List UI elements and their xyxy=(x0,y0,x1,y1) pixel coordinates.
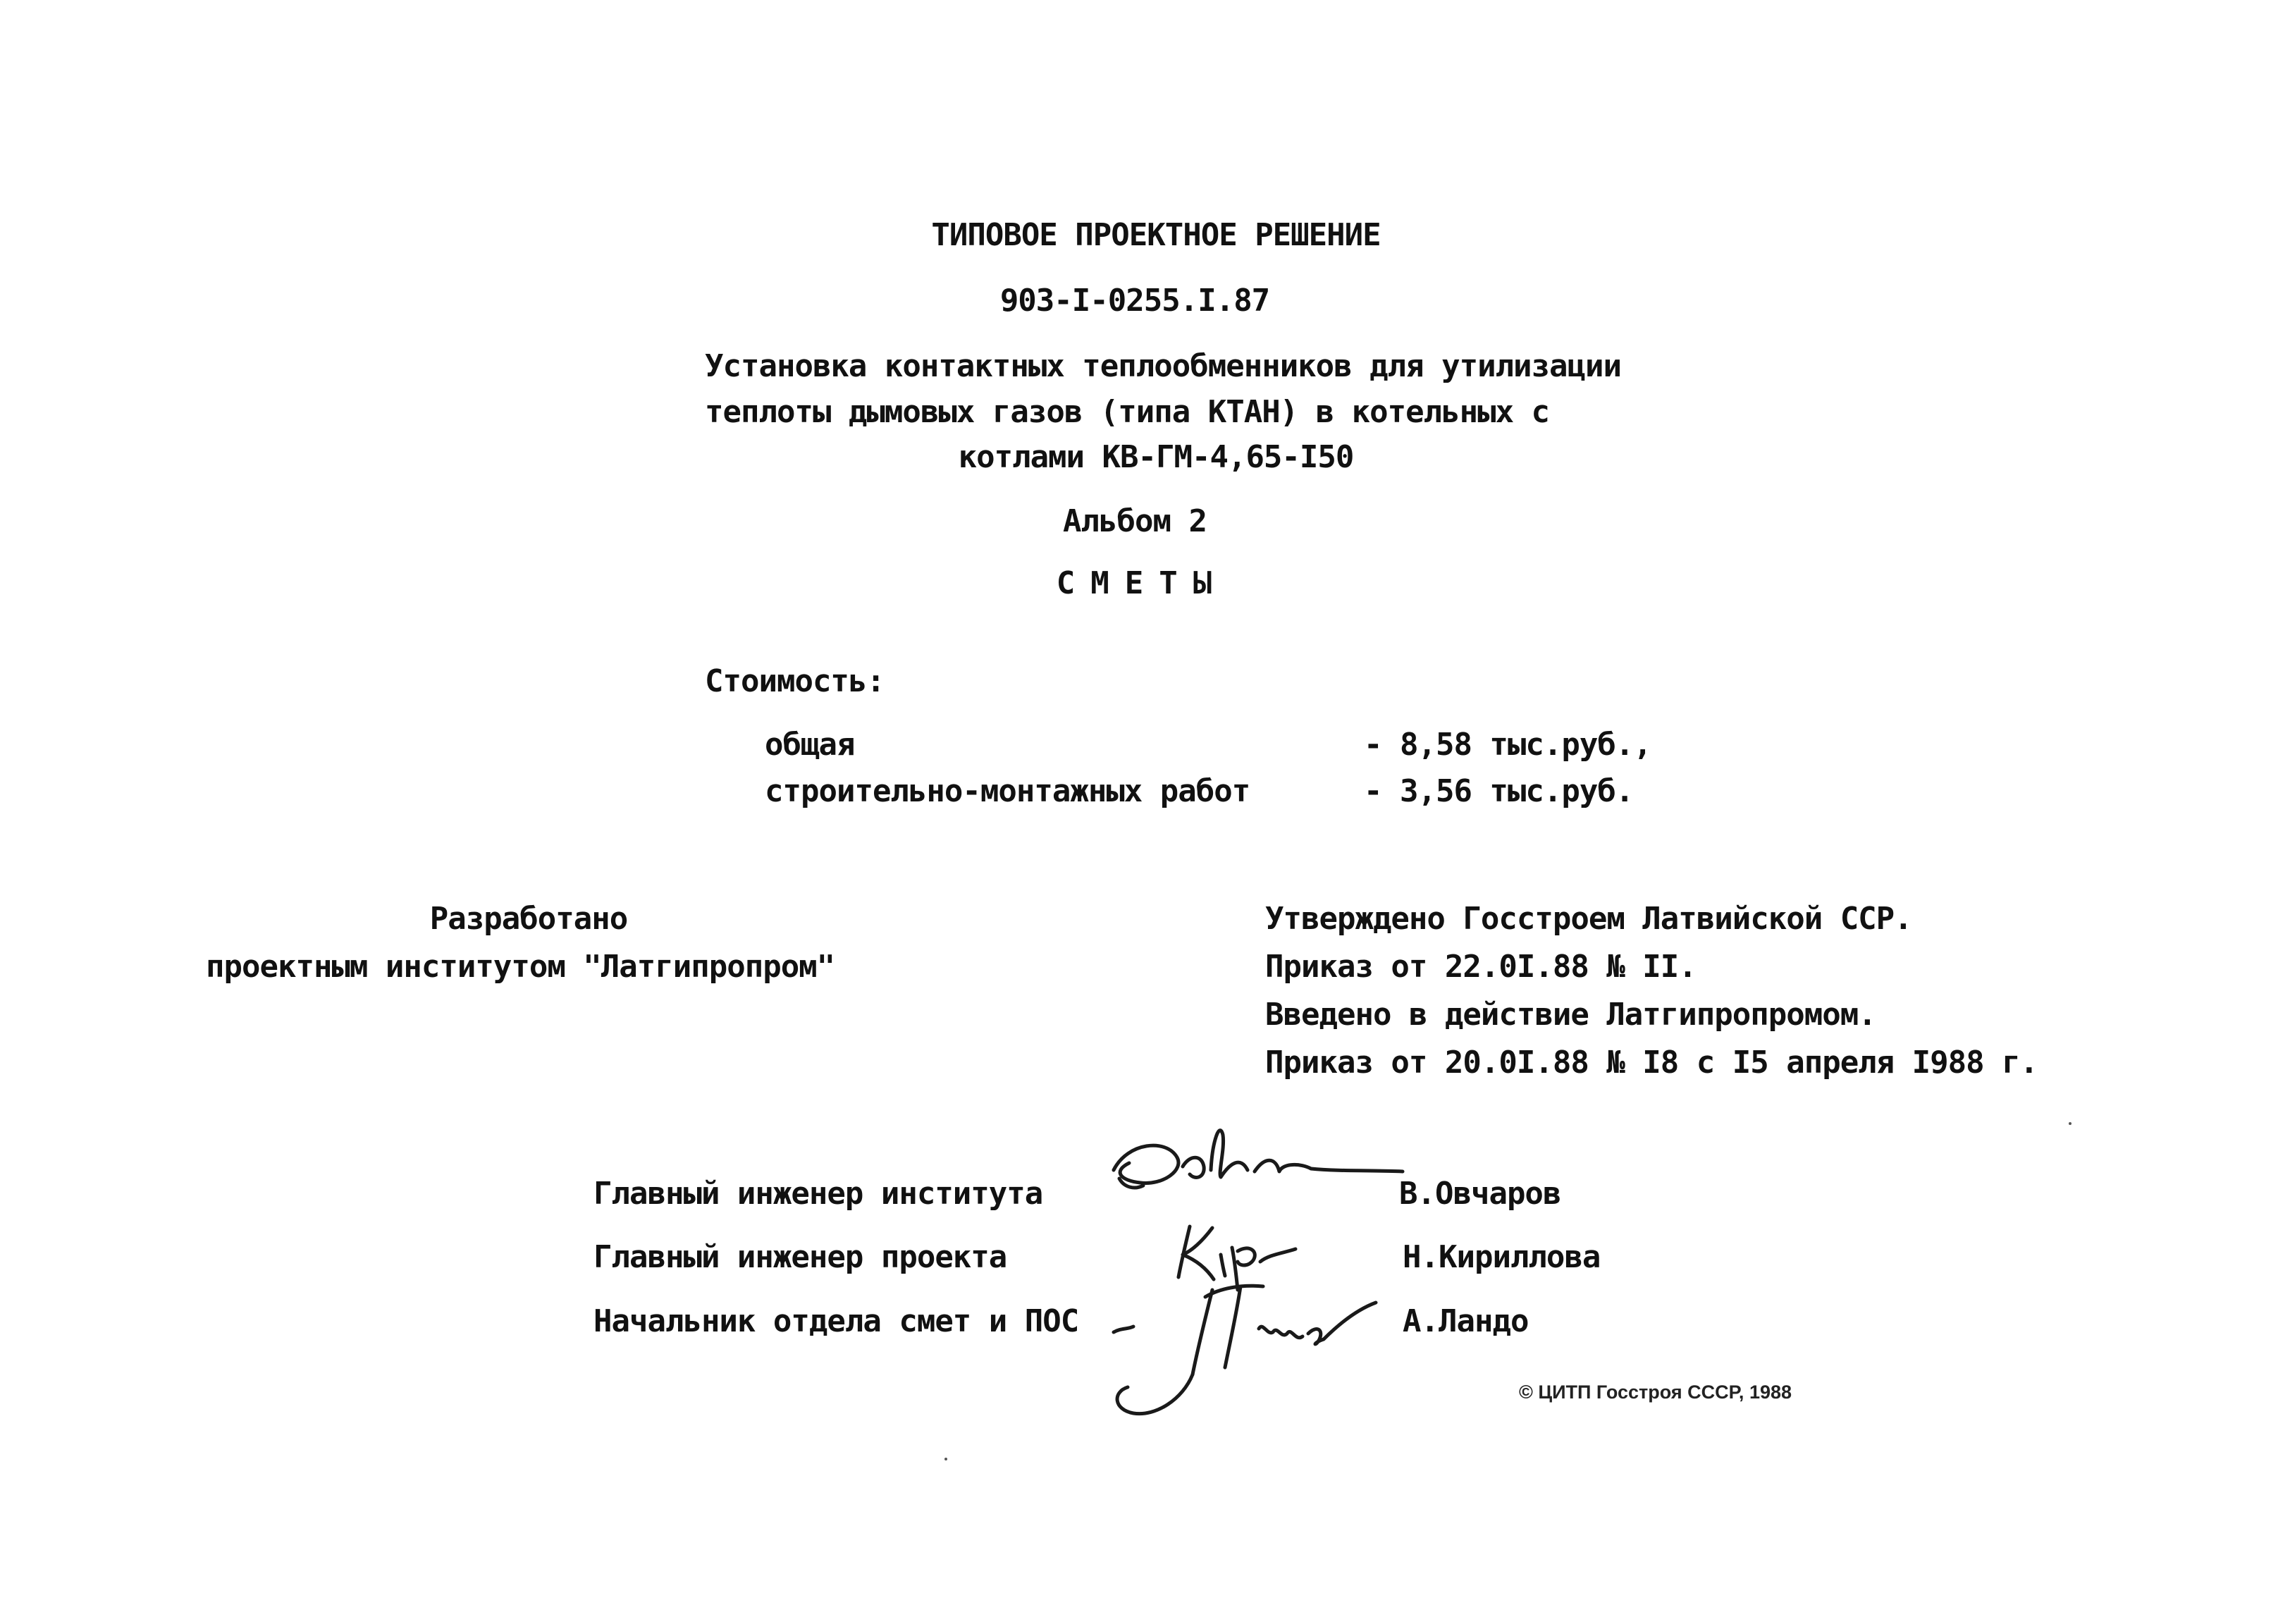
signatory-name-2: Н.Кириллова xyxy=(1403,1239,1601,1275)
developed-label: Разработано xyxy=(429,901,628,937)
cost-label: Стоимость: xyxy=(705,663,885,699)
copyright-notice: © ЦИТП Госстроя СССР, 1988 xyxy=(1519,1382,1792,1403)
signatory-role-3: Начальник отдела смет и ПОС xyxy=(593,1303,1079,1339)
document-type: ТИПОВОЕ ПРОЕКТНОЕ РЕШЕНИЕ xyxy=(931,217,1381,253)
developed-institute: проектным институтом "Латгипропром" xyxy=(206,949,835,985)
signature-ovcharov xyxy=(1100,1114,1410,1226)
title-line-2: теплоты дымовых газов (типа КТАН) в котельных с xyxy=(705,394,1550,430)
signatory-name-1: В.Овчаров xyxy=(1399,1176,1561,1212)
signatory-role-1: Главный инженер института xyxy=(593,1176,1043,1212)
section-title: СМЕТЫ xyxy=(1056,565,1228,601)
cost-construction-label: строительно-монтажных работ xyxy=(765,773,1250,809)
cost-total-label: общая xyxy=(765,727,855,763)
cost-construction-value: - 3,56 тыс.руб. xyxy=(1364,773,1634,809)
signature-lando xyxy=(1100,1269,1396,1424)
scan-speck xyxy=(2069,1122,2072,1125)
title-line-1: Установка контактных теплообменников для утилизации xyxy=(705,348,1622,384)
scan-speck xyxy=(944,1458,947,1460)
title-line-3: котлами КВ-ГМ-4,65-I50 xyxy=(958,439,1354,475)
album-label: Альбом 2 xyxy=(1063,503,1207,539)
cost-total-value: - 8,58 тыс.руб., xyxy=(1364,727,1651,763)
signatory-role-2: Главный инженер проекта xyxy=(593,1239,1007,1275)
approved-line-3: Введено в действие Латгипропромом. xyxy=(1265,997,1876,1033)
approved-line-2: Приказ от 22.0I.88 № II. xyxy=(1265,949,1697,985)
document-number: 903-I-0255.I.87 xyxy=(999,283,1270,319)
approved-line-4: Приказ от 20.0I.88 № I8 с I5 апреля I988 г. xyxy=(1265,1045,2038,1081)
approved-line-1: Утверждено Госстроем Латвийской ССР. xyxy=(1265,901,1912,937)
signatory-name-3: А.Ландо xyxy=(1403,1303,1529,1339)
